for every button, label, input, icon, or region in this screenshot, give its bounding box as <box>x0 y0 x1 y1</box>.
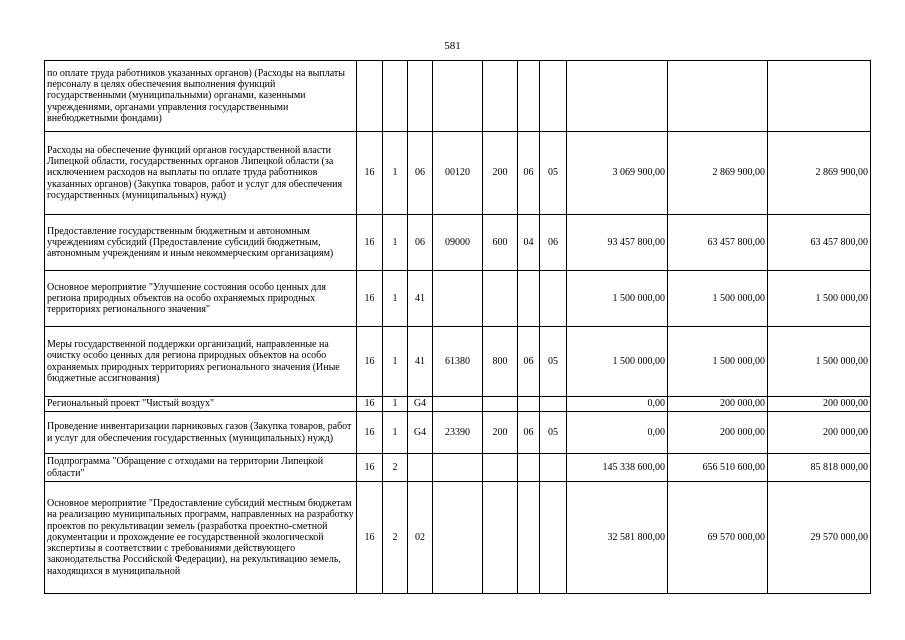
code-cell <box>357 61 383 132</box>
code-cell <box>518 271 540 327</box>
row-description: по оплате труда работников указанных органов) (Расходы на выплаты персоналу в целях обеспечения выполнения функций государственными (муниципальными) органами, казенными учреждениями, органами управления государственными внебюджетными фондами) <box>45 61 357 132</box>
code-cell: 06 <box>540 215 567 271</box>
row-description: Основное мероприятие "Улучшение состояния особо ценных для региона природных объектов на особо охраняемых природных территориях регионального значения" <box>45 271 357 327</box>
amount-cell: 85 818 000,00 <box>768 454 871 482</box>
code-cell <box>540 454 567 482</box>
code-cell <box>483 271 518 327</box>
code-cell <box>518 397 540 412</box>
code-cell: 61380 <box>433 327 483 397</box>
code-cell: 1 <box>383 271 408 327</box>
code-cell: 02 <box>408 482 433 594</box>
code-cell: 41 <box>408 327 433 397</box>
code-cell: 41 <box>408 271 433 327</box>
code-cell: 04 <box>518 215 540 271</box>
table-row <box>45 215 871 271</box>
code-cell <box>408 454 433 482</box>
amount-cell: 32 581 800,00 <box>567 482 668 594</box>
row-description: Основное мероприятие "Предоставление субсидий местным бюджетам на реализацию муниципальных программ, направленных на разработку проектов по рекультивации земель (разработка проектно-сметной документации и прохождение ее государственной экологической экспертизы в соответствии с требованиями действующего законодательства Российской Федерации), на рекультивацию земель, находящихся в муниципальной <box>45 482 357 594</box>
code-cell: 06 <box>518 412 540 454</box>
amount-cell: 69 570 000,00 <box>668 482 768 594</box>
code-cell: 05 <box>540 412 567 454</box>
amount-cell: 93 457 800,00 <box>567 215 668 271</box>
amount-cell <box>668 61 768 132</box>
code-cell <box>408 61 433 132</box>
table-row <box>45 454 871 482</box>
code-cell: 06 <box>518 132 540 215</box>
code-cell: 2 <box>383 454 408 482</box>
code-cell: G4 <box>408 397 433 412</box>
code-cell <box>540 482 567 594</box>
code-cell: 16 <box>357 215 383 271</box>
amount-cell: 200 000,00 <box>768 412 871 454</box>
code-cell <box>483 454 518 482</box>
code-cell: G4 <box>408 412 433 454</box>
code-cell <box>483 61 518 132</box>
code-cell: 1 <box>383 397 408 412</box>
code-cell <box>483 482 518 594</box>
code-cell: 06 <box>408 215 433 271</box>
code-cell: 1 <box>383 132 408 215</box>
amount-cell: 1 500 000,00 <box>668 327 768 397</box>
row-description: Подпрограмма "Обращение с отходами на территории Липецкой области" <box>45 454 357 482</box>
code-cell <box>483 397 518 412</box>
code-cell: 1 <box>383 412 408 454</box>
code-cell <box>433 482 483 594</box>
amount-cell <box>567 61 668 132</box>
code-cell <box>433 271 483 327</box>
code-cell: 05 <box>540 132 567 215</box>
code-cell: 600 <box>483 215 518 271</box>
code-cell: 09000 <box>433 215 483 271</box>
code-cell: 00120 <box>433 132 483 215</box>
code-cell: 23390 <box>433 412 483 454</box>
code-cell: 200 <box>483 412 518 454</box>
row-description: Меры государственной поддержки организаций, направленные на очистку особо ценных для региона природных объектов на особо охраняемых природных территориях регионального значения (Иные бюджетные ассигнования) <box>45 327 357 397</box>
table-row <box>45 397 871 412</box>
code-cell <box>433 454 483 482</box>
row-description: Проведение инвентаризации парниковых газов (Закупка товаров, работ и услуг для обеспечения государственных (муниципальных) нужд) <box>45 412 357 454</box>
amount-cell: 29 570 000,00 <box>768 482 871 594</box>
amount-cell: 63 457 800,00 <box>768 215 871 271</box>
code-cell: 06 <box>518 327 540 397</box>
table-row <box>45 327 871 397</box>
code-cell <box>433 397 483 412</box>
code-cell: 16 <box>357 412 383 454</box>
code-cell <box>383 61 408 132</box>
amount-cell: 2 869 900,00 <box>668 132 768 215</box>
amount-cell: 200 000,00 <box>768 397 871 412</box>
row-description: Региональный проект "Чистый воздух" <box>45 397 357 412</box>
code-cell: 06 <box>408 132 433 215</box>
table-row <box>45 412 871 454</box>
code-cell: 16 <box>357 482 383 594</box>
amount-cell: 0,00 <box>567 397 668 412</box>
code-cell: 16 <box>357 271 383 327</box>
amount-cell: 63 457 800,00 <box>668 215 768 271</box>
amount-cell: 0,00 <box>567 412 668 454</box>
row-description: Расходы на обеспечение функций органов государственной власти Липецкой области, государственных органов Липецкой области (за исключением расходов на выплаты по оплате труда работников указанных органов) (Закупка товаров, работ и услуг для обеспечения государственных (муниципальных) нужд) <box>45 132 357 215</box>
table-row <box>45 482 871 594</box>
amount-cell <box>768 61 871 132</box>
amount-cell: 200 000,00 <box>668 412 768 454</box>
code-cell <box>518 454 540 482</box>
code-cell: 05 <box>540 327 567 397</box>
code-cell: 800 <box>483 327 518 397</box>
code-cell: 2 <box>383 482 408 594</box>
amount-cell: 3 069 900,00 <box>567 132 668 215</box>
code-cell: 1 <box>383 327 408 397</box>
amount-cell: 1 500 000,00 <box>768 271 871 327</box>
code-cell: 200 <box>483 132 518 215</box>
table-row <box>45 61 871 132</box>
code-cell <box>540 397 567 412</box>
code-cell: 16 <box>357 132 383 215</box>
row-description: Предоставление государственным бюджетным и автономным учреждениям субсидий (Предоставление субсидий бюджетным, автономным учреждениям и иным некоммерческим организациям) <box>45 215 357 271</box>
amount-cell: 1 500 000,00 <box>768 327 871 397</box>
code-cell <box>433 61 483 132</box>
code-cell <box>540 61 567 132</box>
page-number: 581 <box>444 40 461 52</box>
code-cell: 16 <box>357 327 383 397</box>
amount-cell: 1 500 000,00 <box>567 271 668 327</box>
amount-cell: 656 510 600,00 <box>668 454 768 482</box>
code-cell: 16 <box>357 454 383 482</box>
table-row <box>45 271 871 327</box>
amount-cell: 2 869 900,00 <box>768 132 871 215</box>
budget-table <box>44 60 871 594</box>
amount-cell: 200 000,00 <box>668 397 768 412</box>
code-cell: 1 <box>383 215 408 271</box>
code-cell <box>518 61 540 132</box>
amount-cell: 1 500 000,00 <box>668 271 768 327</box>
amount-cell: 1 500 000,00 <box>567 327 668 397</box>
code-cell <box>518 482 540 594</box>
code-cell: 16 <box>357 397 383 412</box>
amount-cell: 145 338 600,00 <box>567 454 668 482</box>
table-row <box>45 132 871 215</box>
code-cell <box>540 271 567 327</box>
